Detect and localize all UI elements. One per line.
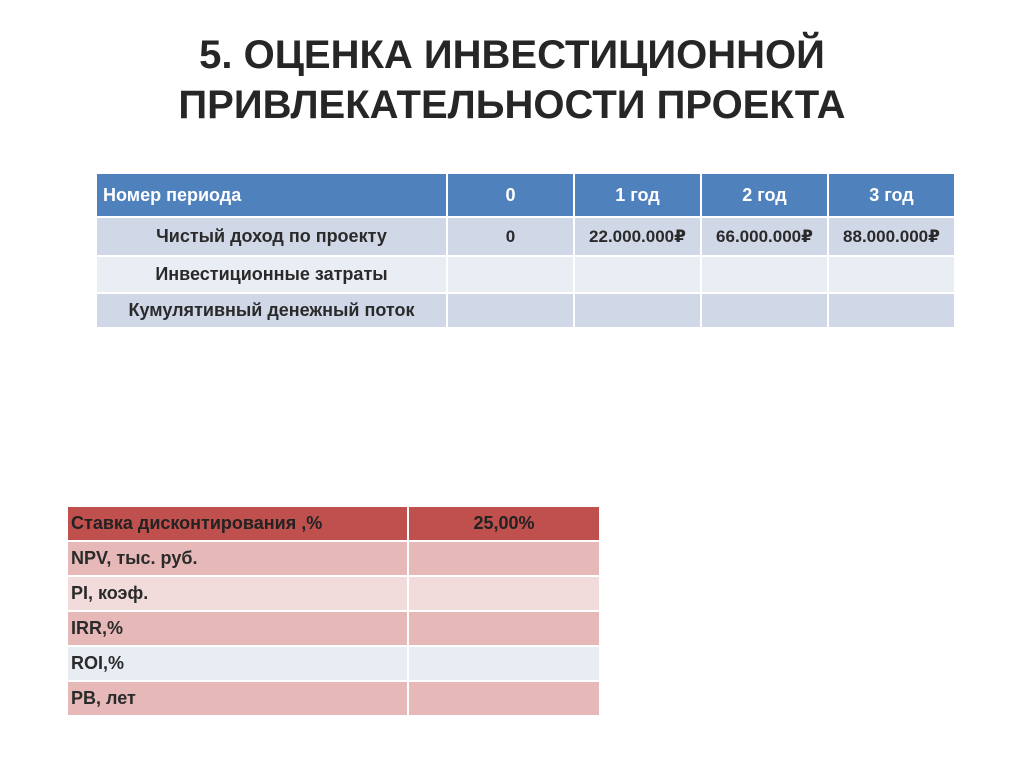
metric-value xyxy=(408,681,600,716)
table-row xyxy=(67,506,600,541)
header-cell: 2 год xyxy=(701,173,828,217)
header-cell: 0 xyxy=(447,173,574,217)
metric-value xyxy=(408,541,600,576)
row-label: Кумулятивный денежный поток xyxy=(96,293,447,328)
metric-value xyxy=(408,576,600,611)
table-cell xyxy=(447,256,574,293)
table-cell xyxy=(701,293,828,328)
header-cell: 1 год xyxy=(574,173,701,217)
table-cell: 22.000.000₽ xyxy=(574,217,701,256)
table-row xyxy=(67,576,600,611)
table-cell xyxy=(574,293,701,328)
metric-label: ROI,% xyxy=(67,646,408,681)
table-cell xyxy=(828,256,955,293)
metric-value xyxy=(408,646,600,681)
row-label: Чистый доход по проекту xyxy=(96,217,447,256)
table-cell xyxy=(447,293,574,328)
header-cell: Номер периода xyxy=(96,173,447,217)
table-row xyxy=(67,541,600,576)
slide-title-line-2: ПРИВЛЕКАТЕЛЬНОСТИ ПРОЕКТА xyxy=(178,83,846,127)
metric-label: PB, лет xyxy=(67,681,408,716)
metric-label: IRR,% xyxy=(67,611,408,646)
table-cell xyxy=(828,293,955,328)
table-row xyxy=(67,646,600,681)
metric-label: PI, коэф. xyxy=(67,576,408,611)
slide-title xyxy=(0,30,1024,130)
metric-label: Ставка дисконтирования ,% xyxy=(67,506,408,541)
table-row xyxy=(96,256,955,293)
table-cell xyxy=(701,256,828,293)
table-cell xyxy=(574,256,701,293)
metric-value xyxy=(408,611,600,646)
investment-metrics-table xyxy=(66,505,601,717)
cash-flow-table xyxy=(95,172,956,329)
table-row xyxy=(67,611,600,646)
metric-value: 25,00% xyxy=(408,506,600,541)
table-cell: 88.000.000₽ xyxy=(828,217,955,256)
table-row xyxy=(96,217,955,256)
table-row xyxy=(96,293,955,328)
table-row xyxy=(67,681,600,716)
table-header-row xyxy=(96,173,955,217)
slide-title-line-1: 5. ОЦЕНКА ИНВЕСТИЦИОННОЙ xyxy=(199,33,825,77)
metric-label: NPV, тыс. руб. xyxy=(67,541,408,576)
table-cell: 66.000.000₽ xyxy=(701,217,828,256)
row-label: Инвестиционные затраты xyxy=(96,256,447,293)
table-cell: 0 xyxy=(447,217,574,256)
header-cell: 3 год xyxy=(828,173,955,217)
